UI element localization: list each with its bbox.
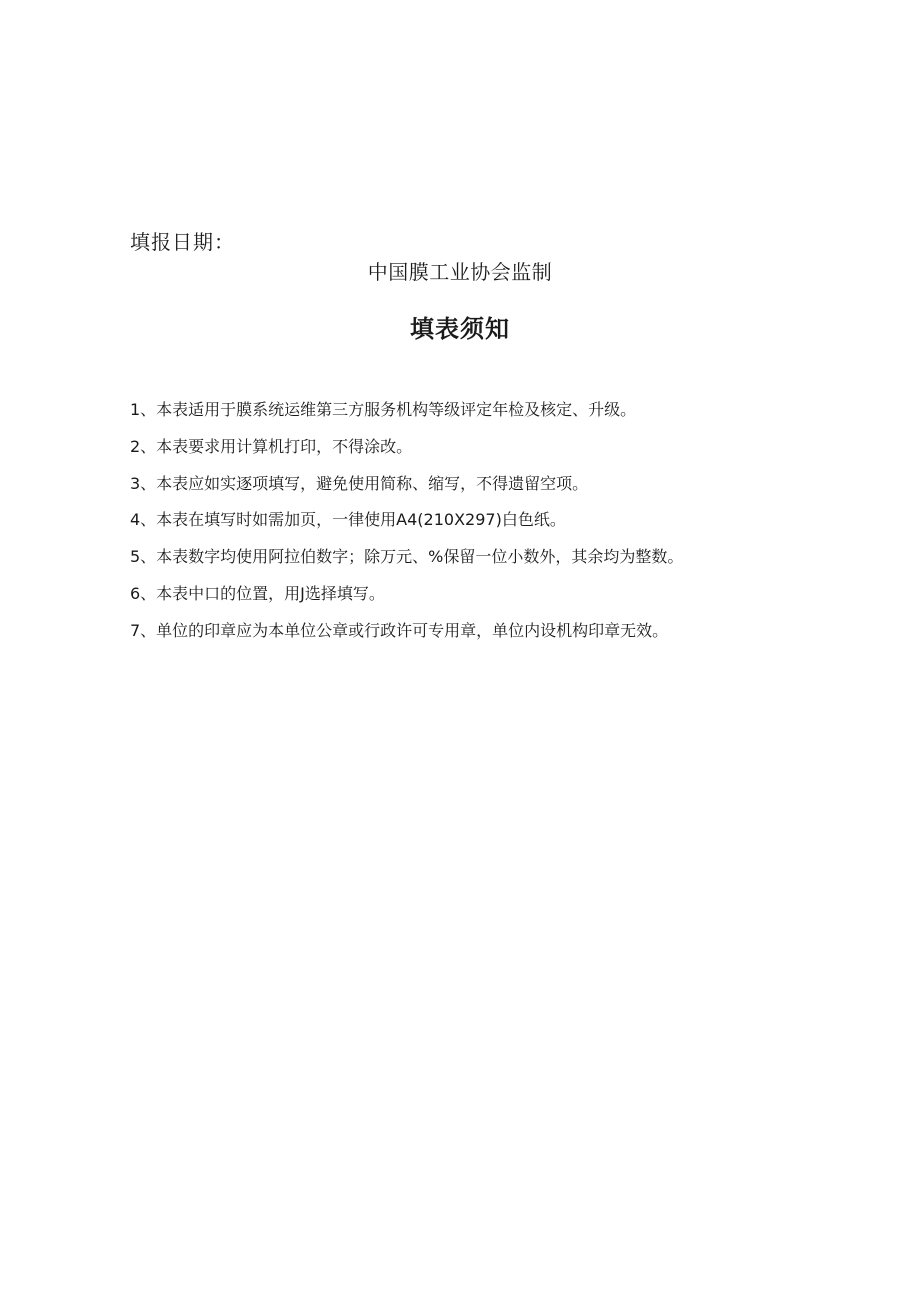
instruction-item: 5、本表数字均使用阿拉伯数字；除万元、%保留一位小数外，其余均为整数。 [130,547,684,567]
supervisor-line: 中国膜工业协会监制 [367,260,553,284]
instruction-item: 4、本表在填写时如需加页，一律使用A4(210X297)白色纸。 [130,510,566,530]
instruction-item: 7、单位的印章应为本单位公章或行政许可专用章，单位内设机构印章无效。 [130,620,669,640]
instruction-item: 3、本表应如实逐项填写，避免使用简称、缩写，不得遗留空项。 [130,473,589,493]
notice-title: 填表须知 [410,315,510,343]
instruction-item: 2、本表要求用计算机打印，不得涂改。 [130,436,413,456]
instruction-item: 1、本表适用于膜系统运维第三方服务机构等级评定年检及核定、升级。 [130,400,637,419]
instruction-item: 6、本表中口的位置，用J选择填写。 [130,583,385,603]
fill-date-label: 填报日期： [130,230,235,254]
instruction-list [130,392,683,650]
